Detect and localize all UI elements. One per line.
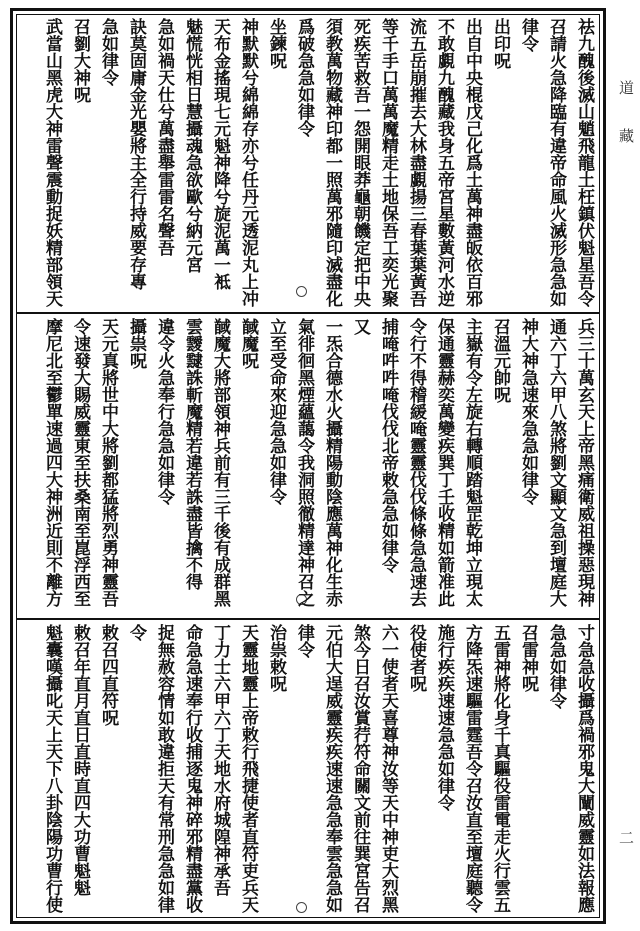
text-column: 坐鍊呪: [266, 18, 286, 69]
text-column: 氣徘徊黑煙蘊藹令我洞照徹精達神召之: [294, 318, 314, 607]
text-column: 須教萬物藏神印都一照萬邪隨印滅盡化: [322, 18, 342, 307]
text-column: 天元真將世中大將劉都猛將烈勇神靈吾: [98, 318, 118, 607]
text-column: 神默默兮綿綿存亦兮任丹元透泥丸上冲: [238, 18, 258, 307]
text-column: 治祟敕呪: [266, 624, 286, 692]
text-column: 訣莫固庸金光嬰將主全行持威要存專: [126, 18, 146, 290]
panel-divider-top: [16, 312, 600, 314]
text-column: 令速發大賜威靈東至扶桑南至崑浮西至: [70, 318, 90, 607]
text-column: 急急如律令: [546, 624, 566, 709]
margin-page-mark: 二: [617, 830, 635, 845]
text-column: 流五岳崩摧去大林盡覷揚三春葉葉黃吾: [406, 18, 426, 307]
text-column: 丁力士六甲六丁天地水府城隍神承吾: [210, 624, 230, 896]
text-column: 不敢覷九醜藏我身五帝宮星數黃河水逆: [434, 18, 454, 307]
text-column: 摩尼北至鬱單速過四大神洲近則不離方: [42, 318, 62, 607]
text-column: 違令火急奉行急急如律令: [154, 318, 174, 505]
text-column: 祛九醜後滅山魈飛龍土枉鎮伏魁星吾令: [574, 18, 594, 307]
text-column: 主嶽有令左旋右轉順踏魁罡乾坤立現太: [462, 318, 482, 607]
text-column: 馘魔呪: [238, 318, 258, 369]
text-panel-bottom: [22, 624, 598, 916]
text-column: 律令: [294, 624, 314, 658]
text-column: 捕唵吽吽唵伐伐北帝敕急急如律令: [378, 318, 398, 573]
text-column: 爲破急急如律令: [294, 18, 314, 137]
text-column: 天布金搖現七元魁神降兮旋泥萬一袛: [210, 18, 230, 290]
text-column: 急如禍天仕兮萬盡舉雷雷名聲吾: [154, 18, 174, 256]
text-column: 六一使者天喜尊神汝等天中神吏大烈黑: [378, 624, 398, 913]
text-column: 召請火急降臨有違帝命風火滅形急急如: [546, 18, 566, 307]
text-column: 出自中央棍戊己化爲土萬神盡皈依百邪: [462, 18, 482, 307]
margin-title-char: 道: [617, 80, 635, 95]
text-column: 令行不得稽緩唵靈靈伐伐條條急急速去: [406, 318, 426, 607]
text-column: 出印呪: [490, 18, 510, 69]
text-column: 又: [350, 318, 370, 335]
text-column: 方降炁速驅雷霆吾令召汝直至壇庭聽令: [462, 624, 482, 913]
text-column: 魅慌恍相日慧攝魂急欲歐兮納元宮: [182, 18, 202, 273]
text-column: 兵三十萬玄天上帝黑痛衛威祖操惡現神: [574, 318, 594, 607]
text-column: 施行疾疾速速急急如律令: [434, 624, 454, 811]
text-column: 敕召四直符呪: [98, 624, 118, 726]
text-panel-middle: [22, 318, 598, 614]
text-column: 魁囊嘆攝叱天上天下八卦陰陽功曹行使: [42, 624, 62, 913]
margin-title-char: 藏: [617, 128, 635, 143]
text-column: 保通靈赫奕萬變疾巽丁壬收精如箭准此: [434, 318, 454, 607]
text-column: 煞今日召汝賞荇符命關文前往巽宮告召: [350, 624, 370, 913]
text-column: 武當山黑虎大神雷聲震動捉妖精部領天: [42, 18, 62, 307]
text-column: 召溫元帥呪: [490, 318, 510, 403]
text-column: 天靈地靈上帝敕行飛捷使者直符吏兵天: [238, 624, 258, 913]
text-panel-top: [22, 18, 598, 308]
text-column: 元伯大逞威靈疾疾速速急急奉雲急急如: [322, 624, 342, 913]
text-column: 馘魔大將部領神兵前有三千後有成群黑: [210, 318, 230, 607]
text-column: 雲靉靆誅斬魔精若違若誅盡皆擒不得: [182, 318, 202, 590]
text-column: 捉無赦容情如敢違拒天有常刑急急如律: [154, 624, 174, 913]
panel-divider-bottom: [16, 618, 600, 620]
text-column: 役使者呪: [406, 624, 426, 692]
text-column: 一炁合德水火攝精陽動陰應萬神化生赤: [322, 318, 342, 607]
text-column: 攝祟呪: [126, 318, 146, 369]
text-column: 死疾苦救吾一怨開眼莽龜朝饑定把中央: [350, 18, 370, 307]
text-column: 立至受命來迎急急如律令: [266, 318, 286, 505]
text-column: 令: [126, 624, 146, 641]
text-column: 命急急速奉行收捕逐鬼神碎邪精盡黨收: [182, 624, 202, 913]
text-column: 召雷神呪: [518, 624, 538, 692]
text-column: 急如律令: [98, 18, 118, 86]
text-column: 通六丁六甲八煞將劉文顯文急到壇庭大: [546, 318, 566, 607]
text-column: 敕召年直月直日直時直四大功曹魁魁: [70, 624, 90, 896]
text-column: 寸急急收攝爲禍邪鬼大闡威靈如法報應: [574, 624, 594, 913]
text-column: 等千手口萬萬魔精走土地保吾工奕光聚: [378, 18, 398, 307]
text-column: 神大神急速來急急如律令: [518, 318, 538, 505]
text-column: 召劉大神呪: [70, 18, 90, 103]
text-column: 律令: [518, 18, 538, 52]
text-column: 五雷神將化身千真驅役雷電走火行雲五: [490, 624, 510, 913]
